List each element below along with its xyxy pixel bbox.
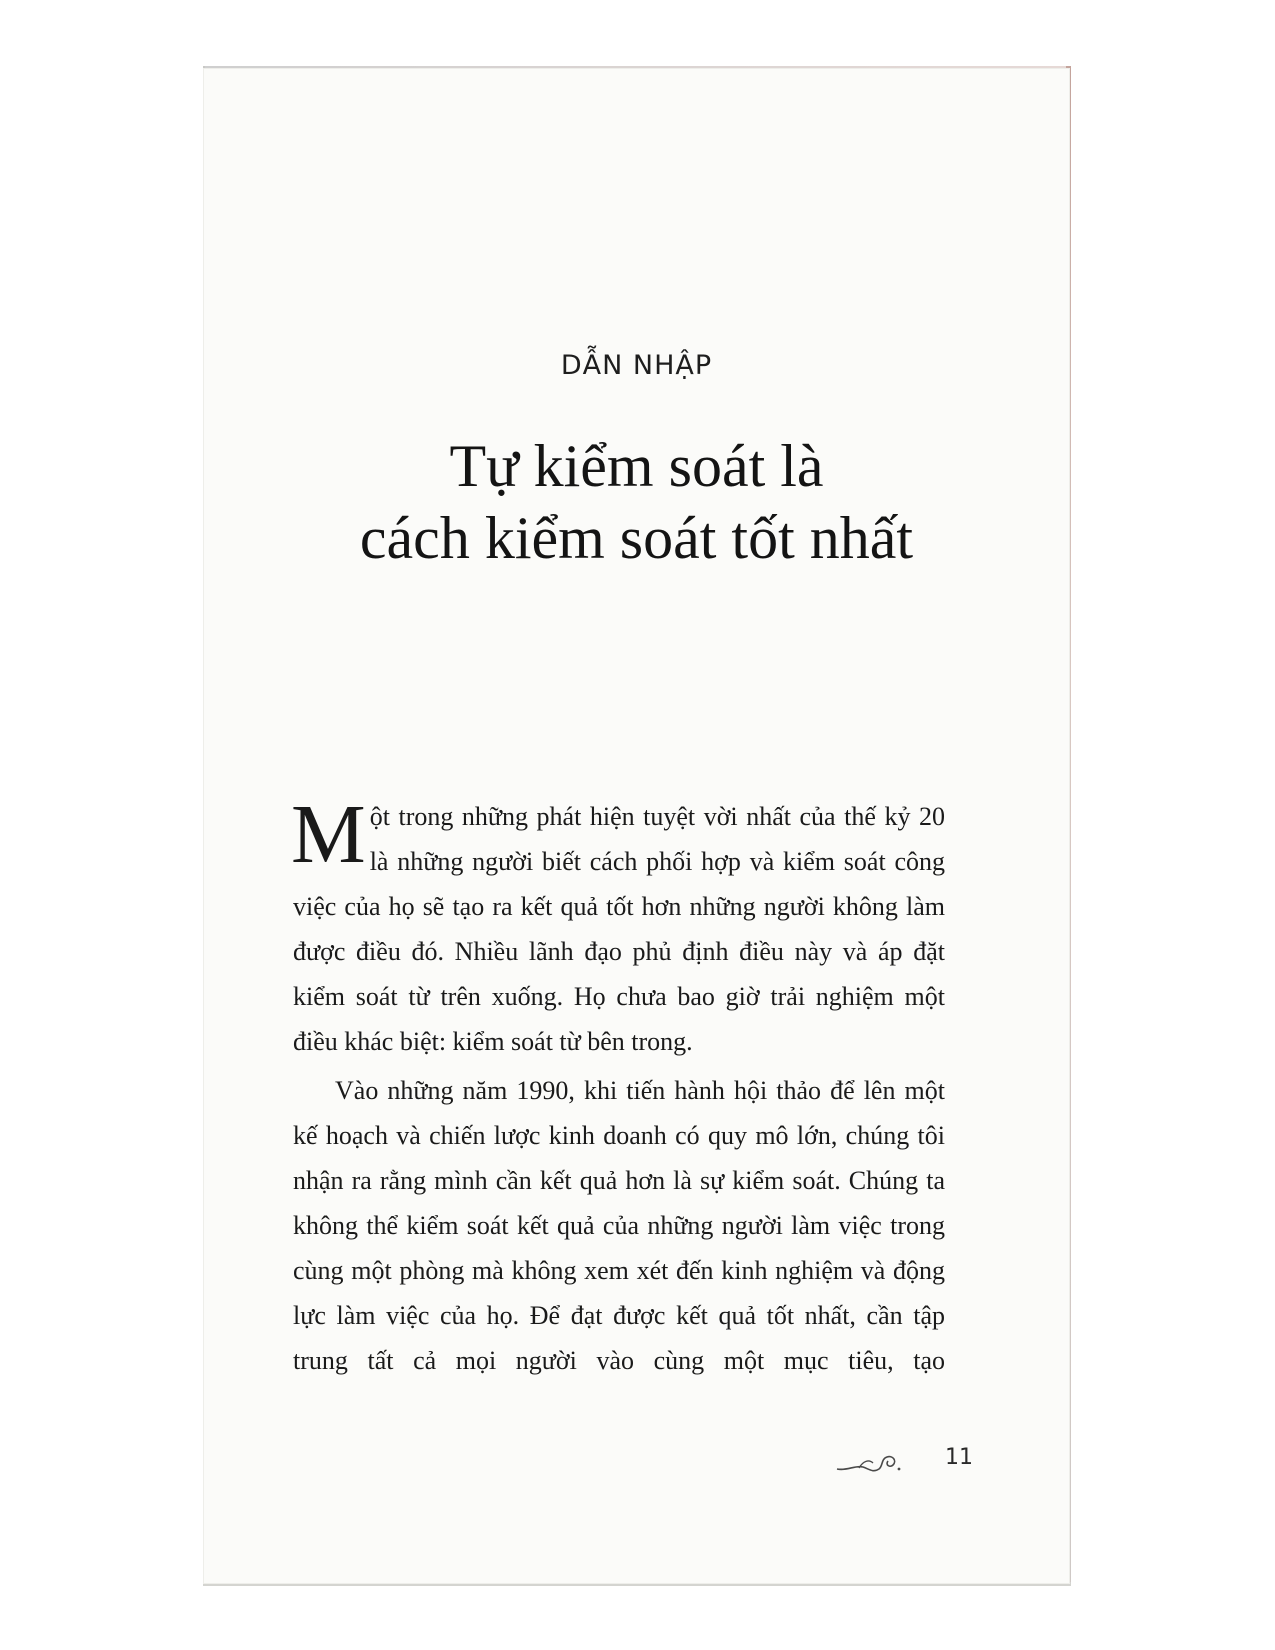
chapter-title-line-1: Tự kiểm soát là [449,433,824,499]
drop-cap: M [291,788,366,881]
paragraph-1 [291,788,945,1064]
swirl-ornament-icon [833,1447,913,1477]
chapter-title-line-2: cách kiểm soát tốt nhất [359,505,914,571]
paragraph-1-text: ột trong những phát hiện tuyệt vời nhất của thế kỷ 20 là những người biết cách phối hợp và kiểm soát công việc của họ sẽ tạo ra kết quả tốt hơn những người không làm được điều đó. Nhiều lãnh đạo phủ định điều này và áp đặt kiểm soát từ trên xuống. Họ chưa bao giờ trải nghiệm một điều khác biệt: kiểm soát từ bên trong. [293,802,945,1056]
book-page [203,68,1070,1584]
body-text [291,788,945,1383]
page-number: 11 [945,1445,973,1470]
chapter-label: DẪN NHẬP [560,350,713,381]
paragraph-2: Vào những năm 1990, khi tiến hành hội thảo để lên một kế hoạch và chiến lược kinh doanh có quy mô lớn, chúng tôi nhận ra rằng mình cần kết quả hơn là sự kiểm soát. Chúng ta không thể kiểm soát kết quả của những người làm việc trong cùng một phòng mà không xem xét đến kinh nghiệm và động lực làm việc của họ. Để đạt được kết quả tốt nhất, cần tập trung tất cả mọi người vào cùng một mục tiêu, tạo [293,1076,945,1375]
page-footer [833,1445,973,1479]
chapter-title [203,430,1070,574]
